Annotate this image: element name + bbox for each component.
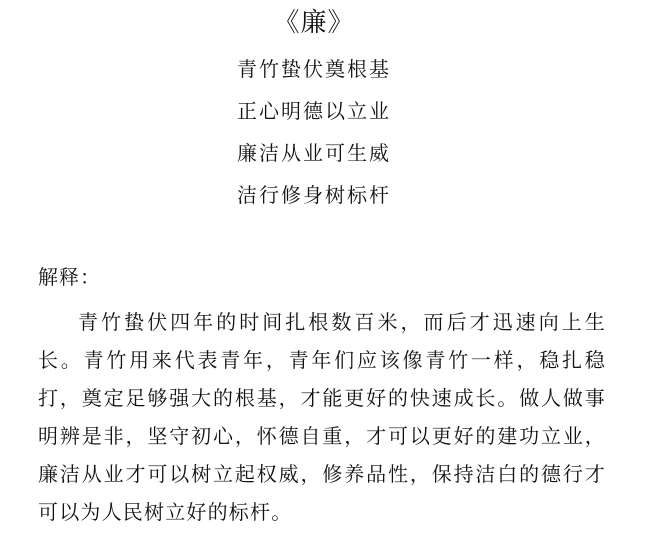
explanation-paragraph: 青竹蛰伏四年的时间扎根数百米，而后才迅速向上生长。青竹用来代表青年，青年们应该像青竹一样，稳扎稳打，奠定足够强大的根基，才能更好的快速成长。做人做事明辨是非，坚守初心，怀德自重，才可以更好的建功立业，廉洁从业才可以树立起权威，修养品性，保持洁白的德行才可以为人民树立好的标杆。 [38,310,606,524]
poem-line-1: 青竹蛰伏奠根基 [237,57,391,81]
poem-line-4: 洁行修身树标杆 [237,183,391,207]
poem-line-2: 正心明德以立业 [237,99,391,123]
poem [0,54,628,222]
explanation-label: 解释： [38,265,101,289]
poem-line-3: 廉洁从业可生威 [237,141,391,165]
document-title: 《廉》 [273,8,355,38]
